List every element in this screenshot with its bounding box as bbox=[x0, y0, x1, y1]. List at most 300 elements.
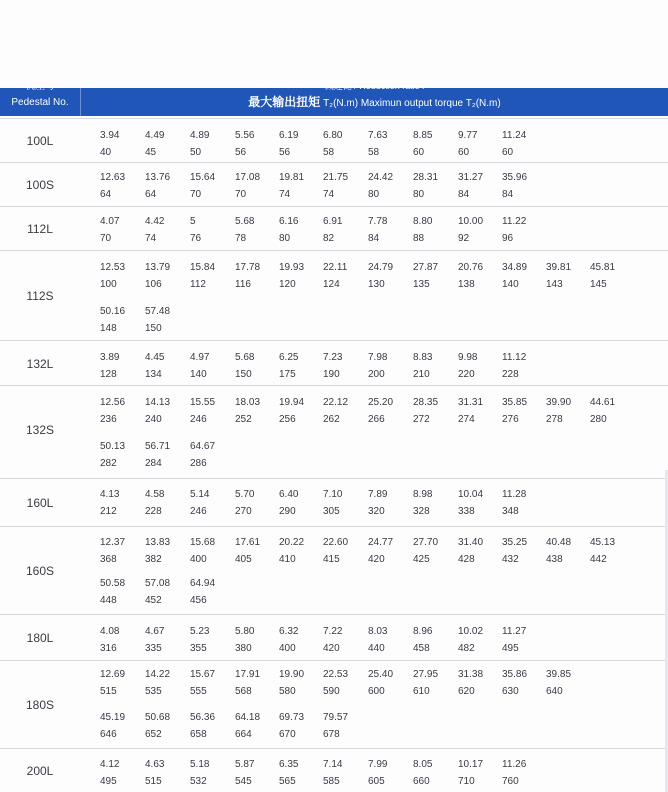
output-torque: 80 bbox=[279, 233, 291, 244]
reduction-ratio: 7.89 bbox=[368, 489, 388, 500]
reduction-ratio: 9.77 bbox=[458, 130, 478, 141]
reduction-ratio: 25.40 bbox=[368, 669, 394, 680]
ratio-torque-cell bbox=[190, 213, 235, 247]
reduction-ratio: 11.22 bbox=[502, 216, 527, 227]
output-torque: 565 bbox=[279, 776, 296, 787]
ratio-torque-cell bbox=[323, 486, 368, 520]
reduction-ratio: 6.91 bbox=[323, 216, 343, 227]
output-torque: 78 bbox=[235, 233, 247, 244]
output-torque: 74 bbox=[323, 189, 335, 200]
reduction-ratio: 4.45 bbox=[145, 352, 165, 363]
reduction-ratio: 6.19 bbox=[279, 130, 299, 141]
reduction-ratio: 6.32 bbox=[279, 626, 299, 637]
reduction-ratio: 4.42 bbox=[145, 216, 165, 227]
output-torque: 58 bbox=[368, 147, 380, 158]
output-torque: 74 bbox=[279, 189, 291, 200]
ratio-torque-cell bbox=[235, 666, 280, 700]
ratio-torque-cell bbox=[413, 623, 458, 657]
ratio-torque-cell bbox=[190, 169, 235, 203]
output-torque: 96 bbox=[502, 233, 514, 244]
reduction-ratio: 69.73 bbox=[279, 712, 305, 723]
reduction-ratio: 7.14 bbox=[323, 759, 343, 770]
output-torque: 605 bbox=[368, 776, 385, 787]
reduction-ratio: 35.85 bbox=[502, 397, 528, 408]
pedestal-label: 112S bbox=[26, 289, 54, 303]
reduction-ratio: 6.40 bbox=[279, 489, 299, 500]
reduction-ratio: 28.31 bbox=[413, 172, 439, 183]
ratio-torque-cell bbox=[546, 534, 591, 568]
reduction-ratio: 31.31 bbox=[458, 397, 484, 408]
output-torque: 316 bbox=[100, 643, 117, 654]
ratio-torque-cell bbox=[368, 534, 413, 568]
pedestal-label: 160L bbox=[26, 496, 54, 510]
reduction-ratio: 4.49 bbox=[145, 130, 165, 141]
output-torque: 660 bbox=[413, 776, 430, 787]
pedestal-label: 100S bbox=[25, 178, 55, 192]
reduction-ratio: 4.12 bbox=[100, 759, 120, 770]
reduction-ratio: 45.13 bbox=[590, 537, 616, 548]
output-torque: 495 bbox=[502, 643, 519, 654]
ratio-torque-cell bbox=[323, 534, 368, 568]
output-torque: 610 bbox=[413, 686, 430, 697]
output-torque: 80 bbox=[413, 189, 425, 200]
ratio-torque-cell bbox=[323, 623, 368, 657]
reduction-ratio: 5.18 bbox=[190, 759, 210, 770]
output-torque: 535 bbox=[145, 686, 162, 697]
ratio-torque-cell bbox=[323, 756, 368, 790]
ratio-torque-cell bbox=[190, 438, 235, 472]
ratio-torque-cell bbox=[279, 259, 324, 293]
pedestal-label: 132S bbox=[25, 423, 55, 437]
ratio-torque-cell bbox=[413, 666, 458, 700]
output-torque: 134 bbox=[145, 369, 162, 380]
output-torque: 652 bbox=[145, 729, 162, 740]
output-torque: 452 bbox=[145, 595, 162, 606]
ratio-torque-cell bbox=[235, 259, 280, 293]
ratio-torque-cell bbox=[413, 213, 458, 247]
ratio-torque-cell bbox=[145, 756, 190, 790]
ratio-torque-cell bbox=[190, 349, 235, 383]
reduction-ratio: 64.67 bbox=[190, 441, 216, 452]
ratio-torque-cell bbox=[323, 127, 368, 161]
ratio-torque-cell bbox=[145, 213, 190, 247]
pedestal-row-group bbox=[0, 340, 668, 385]
reduction-ratio: 10.04 bbox=[458, 489, 484, 500]
output-torque: 228 bbox=[145, 506, 162, 517]
reduction-ratio: 7.23 bbox=[323, 352, 343, 363]
reduction-ratio: 5 bbox=[190, 216, 196, 227]
reduction-ratio: 8.03 bbox=[368, 626, 388, 637]
ratio-torque-cell bbox=[190, 259, 235, 293]
reduction-ratio: 79.57 bbox=[323, 712, 349, 723]
reduction-ratio: 8.83 bbox=[413, 352, 433, 363]
reduction-ratio: 8.80 bbox=[413, 216, 433, 227]
output-torque: 143 bbox=[546, 279, 563, 290]
output-torque: 368 bbox=[100, 554, 117, 565]
output-torque: 92 bbox=[458, 233, 470, 244]
reduction-ratio: 3.89 bbox=[100, 352, 120, 363]
output-torque: 420 bbox=[323, 643, 340, 654]
pedestal-row-group bbox=[0, 250, 668, 340]
reduction-ratio: 15.84 bbox=[190, 262, 216, 273]
ratio-torque-cell bbox=[145, 438, 190, 472]
reduction-ratio: 57.48 bbox=[145, 306, 171, 317]
output-torque: 124 bbox=[323, 279, 340, 290]
ratio-torque-cell bbox=[458, 349, 503, 383]
output-torque: 100 bbox=[100, 279, 117, 290]
ratio-torque-cell bbox=[235, 169, 280, 203]
output-torque: 175 bbox=[279, 369, 296, 380]
output-torque: 555 bbox=[190, 686, 207, 697]
output-torque: 272 bbox=[413, 414, 430, 425]
reduction-ratio: 18.03 bbox=[235, 397, 261, 408]
output-torque: 438 bbox=[546, 554, 563, 565]
output-torque: 274 bbox=[458, 414, 475, 425]
ratio-torque-cell bbox=[145, 127, 190, 161]
output-torque: 545 bbox=[235, 776, 252, 787]
output-torque: 70 bbox=[235, 189, 247, 200]
reduction-ratio: 8.85 bbox=[413, 130, 433, 141]
ratio-torque-cell bbox=[502, 259, 547, 293]
pedestal-header bbox=[0, 82, 81, 116]
reduction-ratio: 64.18 bbox=[235, 712, 261, 723]
output-torque: 228 bbox=[502, 369, 519, 380]
ratio-torque-cell bbox=[190, 666, 235, 700]
output-torque: 400 bbox=[279, 643, 296, 654]
output-torque: 138 bbox=[458, 279, 475, 290]
output-torque: 640 bbox=[546, 686, 563, 697]
ratio-torque-cell bbox=[100, 213, 145, 247]
ratio-torque-cell bbox=[100, 666, 145, 700]
reduction-ratio: 50.16 bbox=[100, 306, 126, 317]
reduction-ratio: 35.96 bbox=[502, 172, 528, 183]
ratio-torque-cell bbox=[502, 394, 547, 428]
ratio-torque-cell bbox=[368, 666, 413, 700]
ratio-torque-cell bbox=[323, 259, 368, 293]
torque-header-en: T₂(N.m) Maximun output torque T₂(N.m) bbox=[323, 98, 501, 109]
ratio-torque-cell bbox=[235, 486, 280, 520]
ratio-torque-cell bbox=[279, 127, 324, 161]
output-torque: 88 bbox=[413, 233, 425, 244]
reduction-ratio: 39.85 bbox=[546, 669, 572, 680]
output-torque: 135 bbox=[413, 279, 430, 290]
output-torque: 380 bbox=[235, 643, 252, 654]
reduction-ratio: 17.08 bbox=[235, 172, 261, 183]
ratio-torque-cell bbox=[100, 127, 145, 161]
output-torque: 64 bbox=[145, 189, 157, 200]
reduction-ratio: 15.64 bbox=[190, 172, 216, 183]
output-torque: 305 bbox=[323, 506, 340, 517]
reduction-ratio: 7.99 bbox=[368, 759, 388, 770]
ratio-torque-cell bbox=[235, 756, 280, 790]
output-torque: 84 bbox=[458, 189, 470, 200]
reduction-ratio: 20.22 bbox=[279, 537, 305, 548]
ratio-torque-cell bbox=[100, 623, 145, 657]
ratio-torque-cell bbox=[190, 394, 235, 428]
output-torque: 246 bbox=[190, 414, 207, 425]
reduction-ratio: 12.56 bbox=[100, 397, 126, 408]
pedestal-label: 160S bbox=[25, 564, 55, 578]
pedestal-label: 100L bbox=[26, 134, 54, 148]
ratio-torque-cell bbox=[502, 486, 547, 520]
ratio-torque-cell bbox=[458, 394, 503, 428]
reduction-ratio: 64.94 bbox=[190, 578, 216, 589]
ratio-torque-cell bbox=[368, 169, 413, 203]
ratio-torque-cell bbox=[458, 213, 503, 247]
ratio-torque-cell bbox=[145, 303, 190, 337]
reduction-ratio: 7.10 bbox=[323, 489, 343, 500]
ratio-torque-cell bbox=[279, 486, 324, 520]
output-torque: 320 bbox=[368, 506, 385, 517]
ratio-torque-cell bbox=[145, 259, 190, 293]
ratio-torque-cell bbox=[323, 394, 368, 428]
reduction-ratio: 5.68 bbox=[235, 216, 255, 227]
output-torque: 456 bbox=[190, 595, 207, 606]
output-torque: 658 bbox=[190, 729, 207, 740]
reduction-ratio: 13.83 bbox=[145, 537, 171, 548]
reduction-ratio: 50.58 bbox=[100, 578, 126, 589]
ratio-torque-cell bbox=[413, 394, 458, 428]
output-torque: 482 bbox=[458, 643, 475, 654]
reduction-ratio: 9.98 bbox=[458, 352, 478, 363]
ratio-torque-cell bbox=[279, 709, 324, 743]
ratio-torque-cell bbox=[145, 169, 190, 203]
output-torque: 252 bbox=[235, 414, 252, 425]
reduction-ratio: 5.56 bbox=[235, 130, 255, 141]
reduction-ratio: 24.42 bbox=[368, 172, 394, 183]
pedestal-label: 200L bbox=[26, 764, 54, 778]
reduction-ratio: 12.63 bbox=[100, 172, 126, 183]
ratio-torque-cell bbox=[235, 349, 280, 383]
reduction-ratio: 8.98 bbox=[413, 489, 433, 500]
output-torque: 415 bbox=[323, 554, 340, 565]
output-torque: 670 bbox=[279, 729, 296, 740]
pedestal-label: 132L bbox=[26, 356, 54, 371]
output-torque: 148 bbox=[100, 323, 117, 334]
reduction-ratio: 10.00 bbox=[458, 216, 484, 227]
pedestal-row-group bbox=[0, 118, 668, 162]
reduction-ratio: 17.78 bbox=[235, 262, 261, 273]
ratio-torque-cell bbox=[235, 534, 280, 568]
output-torque: 448 bbox=[100, 595, 117, 606]
output-torque: 76 bbox=[190, 233, 202, 244]
ratio-torque-cell bbox=[235, 709, 280, 743]
reduction-ratio: 4.13 bbox=[100, 489, 120, 500]
output-torque: 150 bbox=[145, 323, 162, 334]
ratio-torque-cell bbox=[413, 486, 458, 520]
reduction-ratio: 10.02 bbox=[458, 626, 484, 637]
ratio-torque-cell bbox=[100, 349, 145, 383]
reduction-ratio: 15.68 bbox=[190, 537, 216, 548]
ratio-torque-cell bbox=[235, 127, 280, 161]
ratio-torque-cell bbox=[100, 486, 145, 520]
reduction-ratio: 11.12 bbox=[502, 352, 527, 363]
reduction-ratio: 19.94 bbox=[279, 397, 305, 408]
reduction-ratio: 22.12 bbox=[323, 397, 349, 408]
output-torque: 84 bbox=[368, 233, 380, 244]
torque-header-line bbox=[81, 94, 668, 112]
output-torque: 210 bbox=[413, 369, 430, 380]
ratio-torque-cell bbox=[100, 394, 145, 428]
pedestal-label: 180S bbox=[25, 698, 55, 712]
reduction-ratio: 28.35 bbox=[413, 397, 439, 408]
reduction-ratio: 24.77 bbox=[368, 537, 394, 548]
reduction-ratio: 39.81 bbox=[546, 262, 572, 273]
output-torque: 140 bbox=[190, 369, 207, 380]
ratio-torque-cell bbox=[279, 756, 324, 790]
ratio-torque-cell bbox=[502, 756, 547, 790]
output-torque: 532 bbox=[190, 776, 207, 787]
reduction-ratio: 21.75 bbox=[323, 172, 349, 183]
output-torque: 266 bbox=[368, 414, 385, 425]
output-torque: 442 bbox=[590, 554, 607, 565]
ratio-torque-cell bbox=[100, 575, 145, 609]
reduction-ratio: 12.37 bbox=[100, 537, 126, 548]
ratio-torque-cell bbox=[413, 169, 458, 203]
reduction-ratio: 11.24 bbox=[502, 130, 527, 141]
ratio-torque-cell bbox=[323, 709, 368, 743]
ratio-torque-cell bbox=[145, 349, 190, 383]
reduction-ratio: 22.11 bbox=[323, 262, 348, 273]
ratio-torque-cell bbox=[546, 259, 591, 293]
table-header bbox=[0, 82, 668, 116]
reduction-ratio: 4.07 bbox=[100, 216, 120, 227]
output-torque: 585 bbox=[323, 776, 340, 787]
reduction-ratio: 5.68 bbox=[235, 352, 255, 363]
reduction-ratio: 7.63 bbox=[368, 130, 388, 141]
output-torque: 56 bbox=[235, 147, 247, 158]
reduction-ratio: 56.36 bbox=[190, 712, 216, 723]
output-torque: 130 bbox=[368, 279, 385, 290]
reduction-ratio: 19.93 bbox=[279, 262, 305, 273]
reduction-ratio: 7.78 bbox=[368, 216, 388, 227]
output-torque: 646 bbox=[100, 729, 117, 740]
ratio-torque-cell bbox=[502, 623, 547, 657]
reduction-ratio: 24.79 bbox=[368, 262, 394, 273]
reduction-ratio: 7.22 bbox=[323, 626, 343, 637]
ratio-header: 减速比 / Reduction ratio i bbox=[324, 82, 425, 91]
reduction-ratio: 13.76 bbox=[145, 172, 171, 183]
output-torque: 270 bbox=[235, 506, 252, 517]
output-torque: 760 bbox=[502, 776, 519, 787]
output-torque: 82 bbox=[323, 233, 335, 244]
output-torque: 190 bbox=[323, 369, 340, 380]
output-torque: 400 bbox=[190, 554, 207, 565]
output-torque: 60 bbox=[458, 147, 470, 158]
output-torque: 236 bbox=[100, 414, 117, 425]
ratio-torque-cell bbox=[100, 438, 145, 472]
ratio-torque-cell bbox=[235, 394, 280, 428]
ratio-torque-cell bbox=[100, 259, 145, 293]
output-torque: 212 bbox=[100, 506, 117, 517]
reduction-ratio: 19.90 bbox=[279, 669, 305, 680]
torque-header bbox=[81, 82, 668, 116]
reduction-ratio: 17.61 bbox=[235, 537, 261, 548]
reduction-ratio: 12.69 bbox=[100, 669, 126, 680]
output-torque: 664 bbox=[235, 729, 252, 740]
ratio-torque-cell bbox=[145, 486, 190, 520]
pedestal-row-group bbox=[0, 660, 668, 748]
ratio-torque-cell bbox=[413, 127, 458, 161]
ratio-torque-cell bbox=[368, 213, 413, 247]
ratio-torque-cell bbox=[190, 127, 235, 161]
output-torque: 710 bbox=[458, 776, 475, 787]
reduction-ratio: 34.89 bbox=[502, 262, 528, 273]
reduction-ratio: 39.90 bbox=[546, 397, 572, 408]
reduction-ratio: 15.55 bbox=[190, 397, 216, 408]
output-torque: 84 bbox=[502, 189, 514, 200]
output-torque: 262 bbox=[323, 414, 340, 425]
reduction-ratio: 4.89 bbox=[190, 130, 210, 141]
reduction-ratio: 44.61 bbox=[590, 397, 616, 408]
output-torque: 74 bbox=[145, 233, 157, 244]
reduction-ratio: 27.70 bbox=[413, 537, 439, 548]
ratio-torque-cell bbox=[279, 169, 324, 203]
output-torque: 440 bbox=[368, 643, 385, 654]
ratio-torque-cell bbox=[279, 349, 324, 383]
pedestal-header-cn: 机座号 bbox=[25, 82, 55, 92]
pedestal-row-group bbox=[0, 526, 668, 614]
output-torque: 410 bbox=[279, 554, 296, 565]
output-torque: 515 bbox=[100, 686, 117, 697]
pedestal-row-group bbox=[0, 162, 668, 206]
ratio-torque-cell bbox=[546, 666, 591, 700]
reduction-ratio: 4.08 bbox=[100, 626, 120, 637]
reduction-ratio: 4.58 bbox=[145, 489, 165, 500]
output-torque: 620 bbox=[458, 686, 475, 697]
ratio-torque-cell bbox=[190, 756, 235, 790]
ratio-torque-cell bbox=[502, 534, 547, 568]
ratio-torque-cell bbox=[368, 259, 413, 293]
ratio-torque-cell bbox=[413, 756, 458, 790]
reduction-ratio: 12.53 bbox=[100, 262, 126, 273]
output-torque: 458 bbox=[413, 643, 430, 654]
reduction-ratio: 35.86 bbox=[502, 669, 528, 680]
output-torque: 420 bbox=[368, 554, 385, 565]
output-torque: 428 bbox=[458, 554, 475, 565]
output-torque: 515 bbox=[145, 776, 162, 787]
ratio-torque-cell bbox=[279, 666, 324, 700]
output-torque: 328 bbox=[413, 506, 430, 517]
output-torque: 70 bbox=[100, 233, 112, 244]
output-torque: 256 bbox=[279, 414, 296, 425]
ratio-torque-cell bbox=[190, 709, 235, 743]
ratio-torque-cell bbox=[279, 213, 324, 247]
ratio-torque-cell bbox=[458, 259, 503, 293]
output-torque: 106 bbox=[145, 279, 162, 290]
output-torque: 140 bbox=[502, 279, 519, 290]
output-torque: 246 bbox=[190, 506, 207, 517]
reduction-ratio: 13.79 bbox=[145, 262, 171, 273]
output-torque: 580 bbox=[279, 686, 296, 697]
ratio-torque-cell bbox=[368, 756, 413, 790]
ratio-torque-cell bbox=[100, 303, 145, 337]
ratio-torque-cell bbox=[458, 127, 503, 161]
ratio-torque-cell bbox=[235, 213, 280, 247]
torque-header-cn: 最大输出扭矩 bbox=[248, 95, 321, 109]
reduction-ratio: 17.91 bbox=[235, 669, 261, 680]
output-torque: 112 bbox=[190, 279, 206, 290]
reduction-ratio: 8.05 bbox=[413, 759, 433, 770]
reduction-ratio: 35.25 bbox=[502, 537, 528, 548]
ratio-torque-cell bbox=[590, 534, 635, 568]
reduction-ratio: 15.67 bbox=[190, 669, 216, 680]
output-torque: 240 bbox=[145, 414, 162, 425]
output-torque: 600 bbox=[368, 686, 385, 697]
ratio-torque-cell bbox=[502, 666, 547, 700]
ratio-torque-cell bbox=[368, 486, 413, 520]
ratio-torque-cell bbox=[502, 169, 547, 203]
